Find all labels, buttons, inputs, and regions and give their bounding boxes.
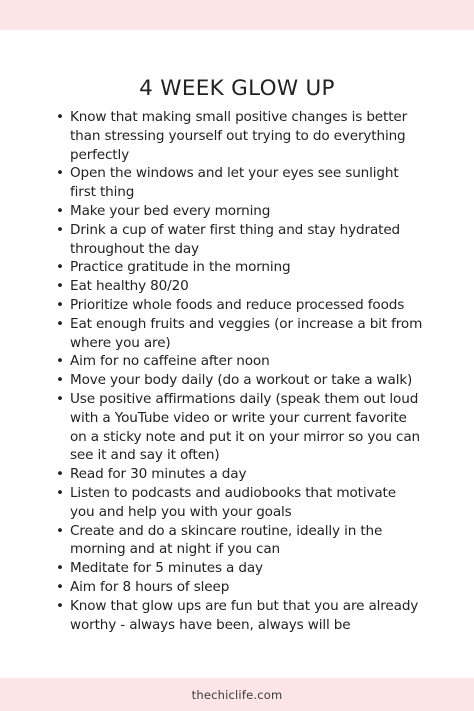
list-item-text: Aim for 8 hours of sleep — [70, 578, 230, 595]
list-item-text: Eat healthy 80/20 — [70, 278, 189, 295]
bullet-icon: • — [56, 221, 64, 238]
list-item — [54, 296, 424, 315]
list-item — [54, 484, 424, 522]
bullet-icon: • — [56, 353, 64, 370]
bullet-icon: • — [56, 466, 64, 483]
list-item — [54, 202, 424, 221]
footer-band — [0, 678, 474, 711]
bullet-icon: • — [56, 560, 64, 577]
bullet-icon: • — [56, 390, 64, 407]
list-item — [54, 108, 424, 164]
bullet-icon: • — [56, 278, 64, 295]
list-item-text: Know that making small positive changes is better than stressing yourself out trying to do everything perfectly — [70, 109, 408, 163]
list-item — [54, 390, 424, 465]
bullet-icon: • — [56, 165, 64, 182]
list-item — [54, 315, 424, 353]
bullet-icon: • — [56, 372, 64, 389]
list-item-text: Move your body daily (do a workout or take a walk) — [70, 372, 413, 389]
list-item — [54, 277, 424, 296]
list-item — [54, 258, 424, 277]
bullet-icon: • — [56, 597, 64, 614]
bullet-icon: • — [56, 315, 64, 332]
bullet-icon: • — [56, 259, 64, 276]
list-item — [54, 465, 424, 484]
page-title: 4 WEEK GLOW UP — [139, 76, 335, 101]
list-item-text: Make your bed every morning — [70, 202, 271, 219]
bullet-icon: • — [56, 522, 64, 539]
list-item-text: Open the windows and let your eyes see sunlight first thing — [70, 165, 399, 201]
list-item — [54, 597, 424, 635]
list-item — [54, 221, 424, 259]
bullet-icon: • — [56, 202, 64, 219]
checklist — [54, 108, 424, 634]
bullet-icon: • — [56, 484, 64, 501]
list-item — [54, 578, 424, 597]
list-item — [54, 164, 424, 202]
footer-site-name: thechiclife.com — [191, 687, 283, 702]
list-item — [54, 352, 424, 371]
list-item-text: Know that glow ups are fun but that you are already worthy - always have been, always will be — [70, 597, 419, 633]
list-item — [54, 559, 424, 578]
list-item-text: Create and do a skincare routine, ideally in the morning and at night if you can — [70, 522, 383, 558]
list-item-text: Practice gratitude in the morning — [70, 259, 291, 276]
list-item — [54, 371, 424, 390]
bullet-icon: • — [56, 109, 64, 125]
list-item-text: Listen to podcasts and audiobooks that motivate you and help you with your goals — [70, 484, 396, 520]
list-item — [54, 522, 424, 560]
top-pink-band — [0, 0, 474, 30]
list-item-text: Prioritize whole foods and reduce processed foods — [70, 296, 405, 313]
bullet-icon: • — [56, 296, 64, 313]
list-item-text: Meditate for 5 minutes a day — [70, 560, 263, 577]
list-item-text: Aim for no caffeine after noon — [70, 353, 270, 370]
bullet-icon: • — [56, 578, 64, 595]
list-item-text: Drink a cup of water first thing and stay hydrated throughout the day — [70, 221, 401, 257]
list-item-text: Use positive affirmations daily (speak them out loud with a YouTube video or write your current favorite on a sticky note and put it on your mirror so you can see it and say it often) — [70, 390, 421, 464]
list-item-text: Read for 30 minutes a day — [70, 466, 247, 483]
list-item-text: Eat enough fruits and veggies (or increase a bit from where you are) — [70, 315, 423, 351]
